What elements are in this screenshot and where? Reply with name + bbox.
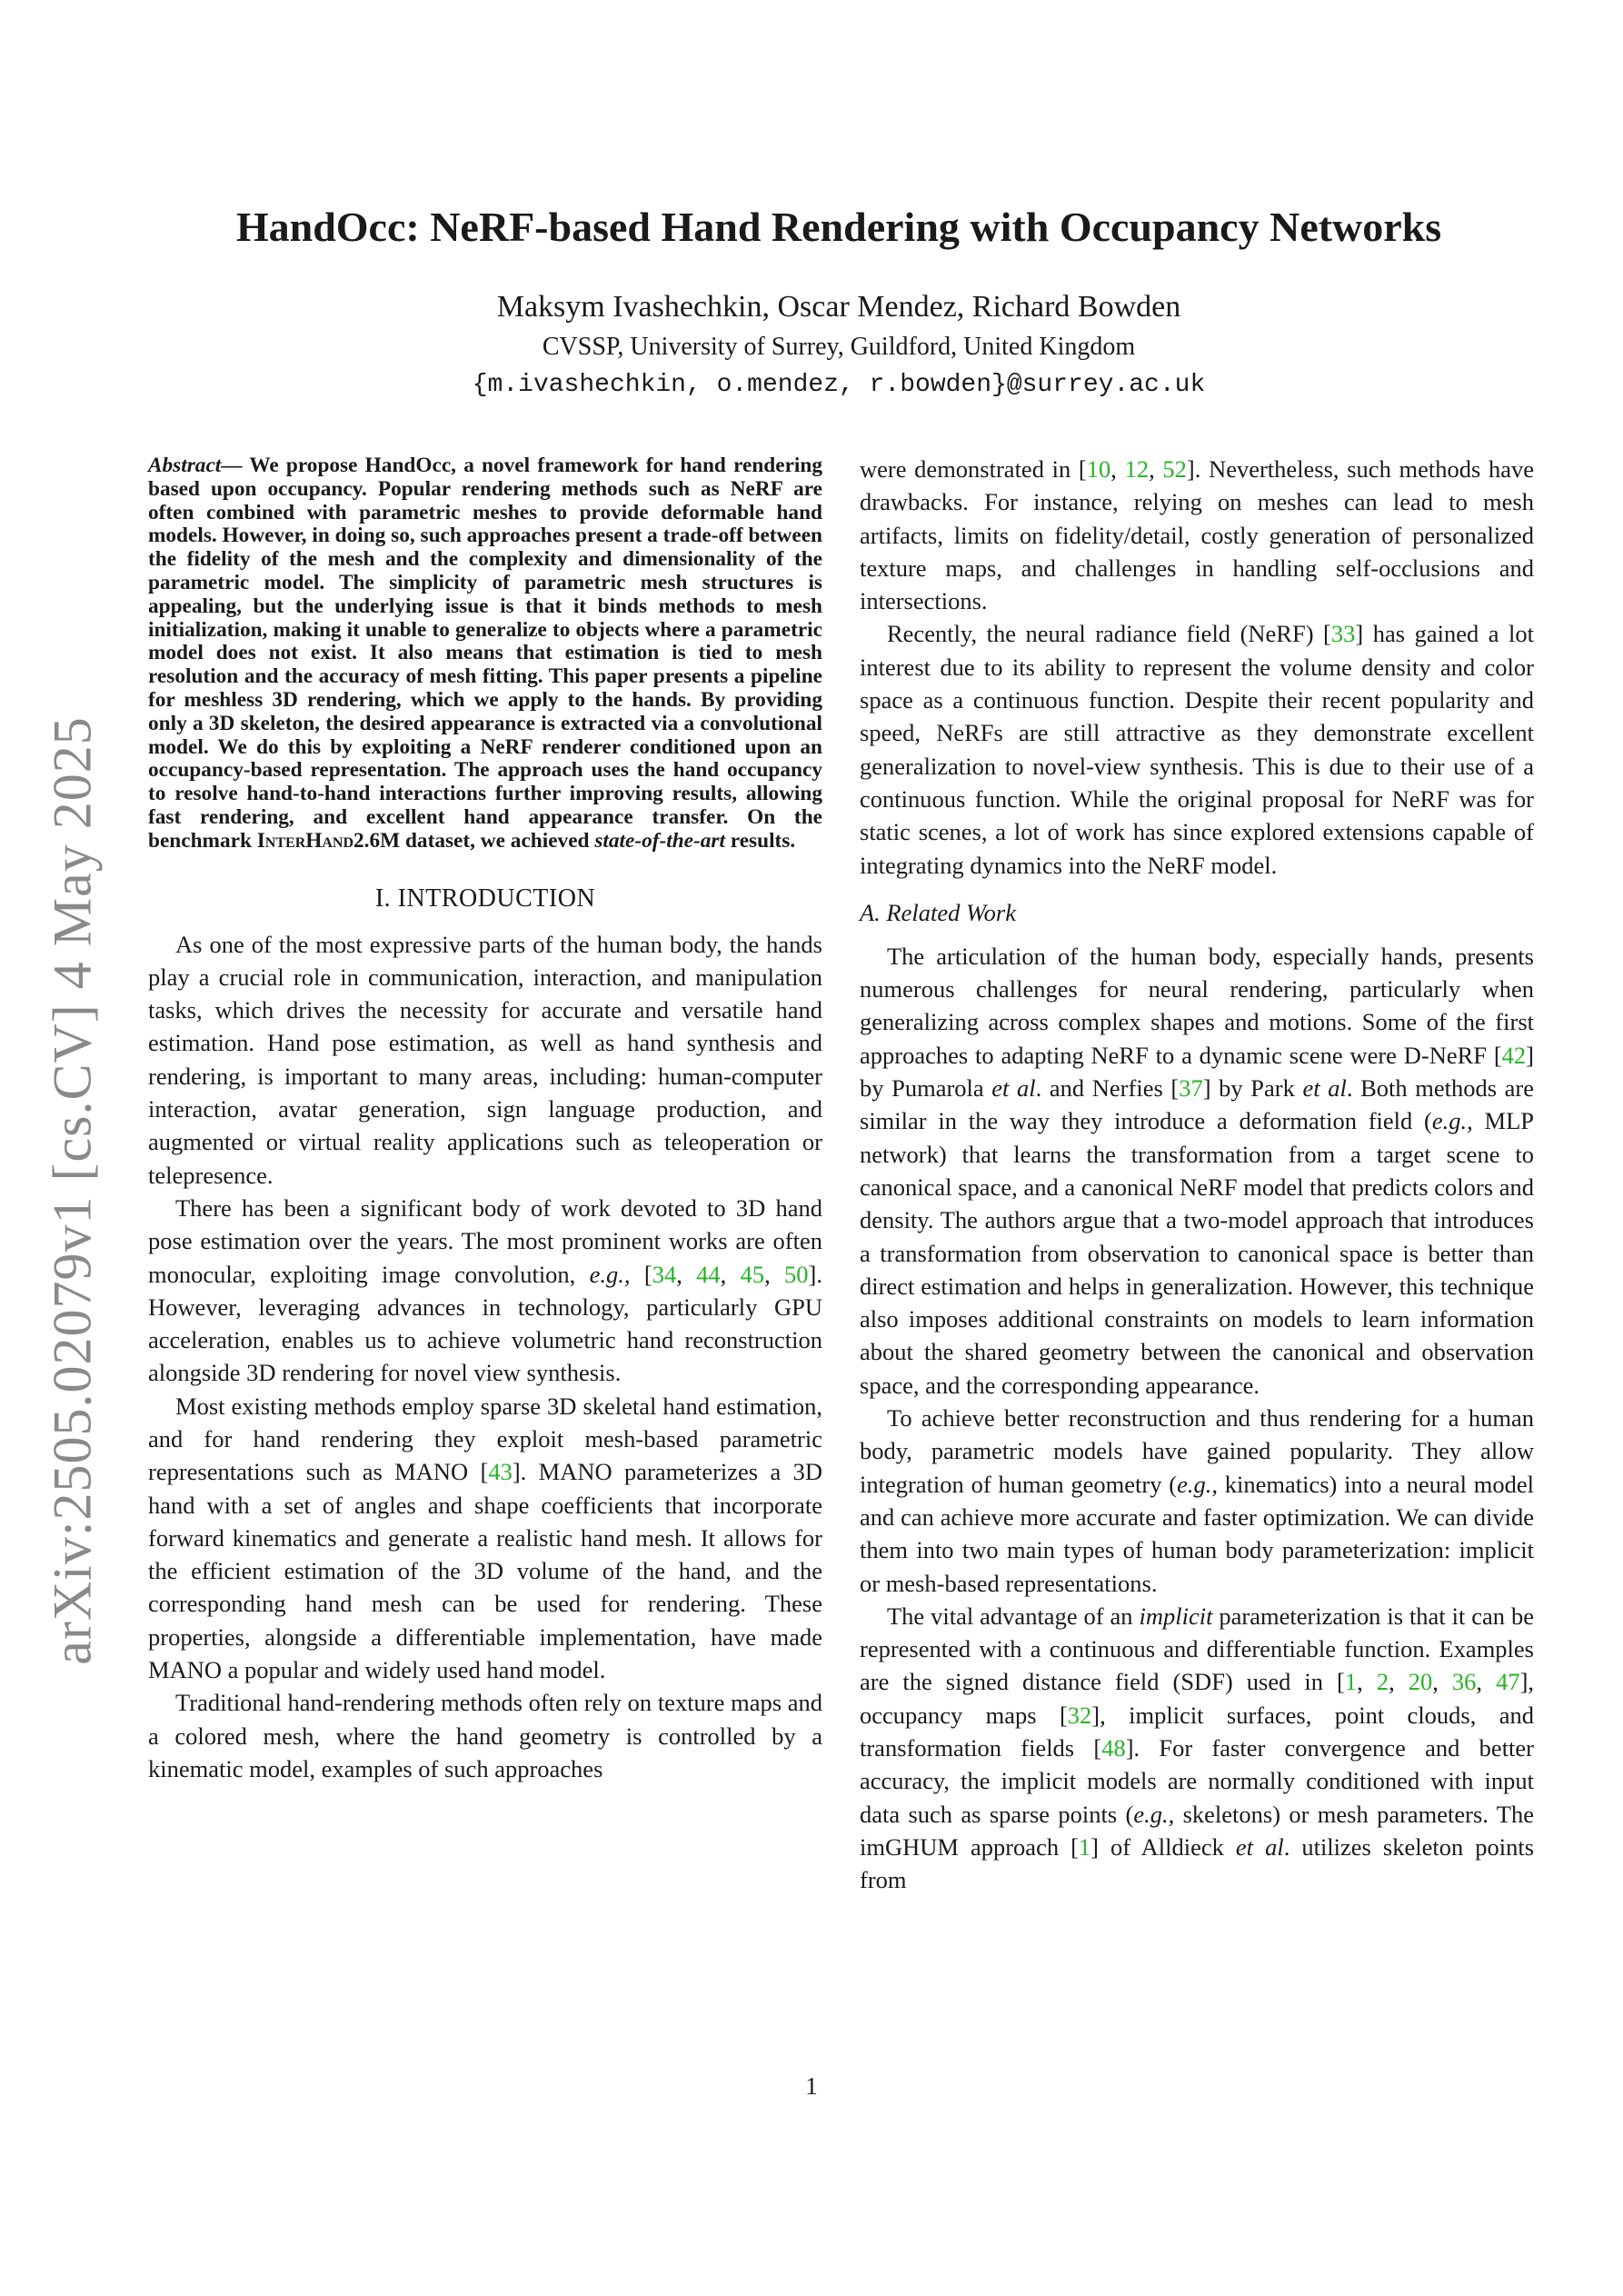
intro-paragraph-3 [148,1390,822,1687]
eg-abbrev: e.g., [589,1260,631,1288]
left-column [148,454,822,1785]
text-run: skeletons) or mesh parameters. The imGHUM approach [ [860,1800,1534,1861]
citation-link[interactable]: 37 [1179,1074,1203,1103]
citation-link[interactable]: 42 [1501,1041,1527,1069]
citation-link[interactable]: 44 [696,1260,721,1288]
dataset-name: InterHand2.6M [256,828,401,853]
citation-link[interactable]: 10 [1086,455,1111,483]
arxiv-side-stamp [0,0,103,2296]
citation-link[interactable]: 34 [652,1260,677,1288]
arxiv-identifier: arXiv:2505.02079v1 [cs.CV] 4 May 2025 [42,716,103,1665]
citation-link[interactable]: 48 [1101,1733,1126,1762]
text-run: ] has gained a lot interest due to its ability to represent the volume density and color space as a continuous function. Despite their recent popularity and speed, NeRFs are still attractive as they demonstrate excellent generalization to novel-view synthesis. This is due to their use of a continuous function. While the original proposal for NeRF was for static scenes, a lot of work has since explored extensions capable of integrating dynamics into the NeRF model. [860,620,1534,879]
intro-paragraph-2: There has been a significant body of work devoted to 3D hand pose estimation over the years. The most prominent works are often monocular, exploiting image convolution, e.g., [34, 44, 45, 50]. However, leveraging advances in technology, particularly GPU acceleration, enables us to achieve volumetric hand reconstruction alongside 3D rendering for novel view synthesis. [148,1193,822,1387]
text-run: kinematics) into a neural model and can achieve more accurate and faster optimization. We can divide them into two main types of human body parameterization: implicit or mesh-based representations. [860,1470,1534,1597]
text-run: . and Nerfies [ [1035,1074,1180,1103]
eg-abbrev: e.g., [1431,1107,1473,1135]
text-run: MLP network) that learns the transformation from a target scene to canonical space, and a canonical NeRF model that predicts colors and density. The authors argue that a two-model approach that introduces a transformation from observation to canonical space is better than direct estimation and helps in generalization. However, this technique also imposes additional constraints on models to learn information about the shared geometry between the canonical and observation space, and the corresponding appearance. [860,1107,1534,1399]
text-run: Recently, the neural radiance field (NeRF) [ [887,620,1331,648]
citation-link[interactable]: 32 [1067,1701,1092,1729]
citation-link[interactable]: 12 [1124,455,1150,483]
text-run: ], implicit surfaces, point clouds, and transformation fields [ [860,1701,1534,1762]
text-run: ] of Alldieck [1090,1832,1236,1861]
intro-paragraph-4: Traditional hand-rendering methods often rely on texture maps and a colored mesh, where the hand geometry is controlled by a kinematic model, examples of such approaches [148,1689,822,1782]
paper-header [145,202,1532,402]
subsection-heading-related-work: A. Related Work [860,898,1016,926]
abstract-dash: — [221,454,250,477]
text-run: . Both methods are similar in the way they introduce a deformation field ( [860,1074,1534,1135]
related-work-paragraph-2 [860,1402,1534,1600]
section-heading-introduction: I. INTRODUCTION [374,883,596,913]
citation-link[interactable]: 50 [784,1260,809,1288]
citation-link[interactable]: 33 [1330,620,1356,648]
right-column [860,453,1534,1896]
abstract-label: Abstract [148,454,222,477]
text-run: The articulation of the human body, especially hands, presents numerous challenges for neural rendering, particularly when generalizing across complex shapes and motions. Some of the first approaches to adapting NeRF to a dynamic scene were D-NeRF [ [860,942,1534,1069]
citation-link[interactable]: 1 [1078,1832,1091,1861]
eg-abbrev: e.g., [1133,1800,1175,1828]
text-run: ] by Park [1202,1074,1303,1103]
text-run: ]. However, leveraging advances in technology, particularly GPU acceleration, enables us to achieve volumetric hand reconstruction alongside 3D rendering for novel view synthesis. [148,1260,822,1387]
citation-link[interactable]: 47 [1496,1668,1520,1696]
text-run: ], occupancy maps [ [860,1668,1535,1729]
et-al-abbrev: et al [991,1074,1036,1103]
text-run: The vital advantage of an [887,1602,1140,1630]
text-run: were demonstrated in [ [860,455,1087,483]
abstract-text-3: results. [724,828,796,853]
intro-paragraph-1: As one of the most expressive parts of the human body, the hands play a crucial role in communication, interaction, and manipulation tasks, which drives the necessity for accurate and versatile hand estimation. Hand pose estimation, as well as hand synthesis and rendering, is important to many areas, including: human-computer interaction, avatar generation, sign language production, and augmented or virtual reality applications such as teleoperation or telepresence. [148,930,822,1189]
abstract-text: We propose HandOcc, a novel framework for hand rendering based upon occupancy. Popular rendering methods such as NeRF are often combined with parametric meshes to provide deformable hand models. However, in doing so, such approaches present a trade-off between the fidelity of the mesh and the complexity and dimensionality of the parametric model. The simplicity of parametric mesh structures is appealing, but the underlying issue is that it binds methods to mesh initialization, making it unable to generalize to objects where a parametric model does not exist. It also means that estimation is tied to mesh resolution and the accuracy of mesh fitting. This paper presents a pipeline for meshless 3D rendering, which we apply to the hands. By providing only a 3D skeleton, the desired appearance is extracted via a convolutional model. We do this by exploiting a NeRF renderer conditioned upon an occupancy-based representation. The approach uses the hand occupancy to resolve hand-to-hand interactions further improving results, allowing fast rendering, and excellent hand appearance transfer. On the benchmark [148,454,822,853]
text-run: ]. MANO parameterizes a 3D hand with a set of angles and shape coefficients that incorporate forward kinematics and generate a realistic hand mesh. It allows for the efficient estimation of the 3D volume of the hand, and the corresponding hand mesh can be used for rendering. These properties, alongside a differentiable implementation, have made MANO a popular and widely used hand model. [148,1458,822,1684]
abstract-emphasis: state-of-the-art [594,828,725,853]
et-al-abbrev: et al [1235,1832,1284,1861]
et-al-abbrev: et al [1302,1074,1347,1103]
emphasis-implicit: implicit [1139,1602,1213,1630]
text-run: Most existing methods employ sparse 3D skeletal hand estimation, and for hand rendering they exploit mesh-based parametric representations such as MANO [ [148,1392,822,1486]
text-run: parameterization is that it can be represented with a continuous and differentiable function. Examples are the signed distance field (SDF) used in [ [860,1602,1534,1696]
related-work-paragraph-1 [860,940,1534,1402]
related-work-paragraph-3: The vital advantage of an implicit parameterization is that it can be represented with a continuous and differentiable function. Examples are the signed distance field (SDF) used in [1, 2, 20, 36, 47], occupancy maps [32], implicit surfaces, point clouds, and transformation fields [48]. For faster convergence and better accuracy, the implicit models are normally conditioned with input data such as sparse points (e.g., skeletons) or mesh parameters. The imGHUM approach [1] of Alldieck et al. utilizes skeleton points from [860,1602,1535,1894]
affiliation: CVSSP, University of Surrey, Guildford, United Kingdom [542,333,1136,361]
author-emails: {m.ivashechkin, o.mendez, r.bowden}@surrey.ac.uk [472,371,1206,399]
citation-link[interactable]: 52 [1162,455,1187,483]
page-number: 1 [805,2072,818,2100]
citation-link[interactable]: 43 [488,1458,513,1486]
author-list: Maksym Ivashechkin, Oscar Mendez, Richard Bowden [496,290,1181,324]
text-run: [ [630,1260,652,1288]
abstract [148,454,822,854]
intro-paragraph-4-continued: were demonstrated in [10, 12, 52]. Nevertheless, such methods have drawbacks. For instance, relying on meshes can lead to mesh artifacts, limits on fidelity/detail, costly generation of personalized texture maps, and challenges in handling self-occlusions and intersections. [860,455,1535,615]
citation-link[interactable]: 20 [1408,1668,1433,1696]
citation-link[interactable]: 45 [740,1260,765,1288]
intro-paragraph-5 [860,617,1534,881]
citation-link[interactable]: 1 [1344,1668,1358,1696]
citation-link[interactable]: 36 [1451,1668,1477,1696]
text-run: ]. Nevertheless, such methods have drawbacks. For instance, relying on meshes can lead to mesh artifacts, limits on fidelity/detail, costly generation of personalized texture maps, and challenges in handling self-occlusions and intersections. [860,455,1535,615]
paper-title: HandOcc: NeRF-based Hand Rendering with Occupancy Networks [235,204,1442,250]
text-run: There has been a significant body of work devoted to 3D hand pose estimation over the years. The most prominent works are often monocular, exploiting image convolution, [148,1193,822,1288]
abstract-text-2: dataset, we achieved [400,828,595,853]
text-run: To achieve better reconstruction and thus rendering for a human body, parametric models have gained popularity. They allow integration of human geometry ( [860,1404,1534,1498]
text-run: ]. For faster convergence and better accuracy, the implicit models are normally conditioned with input data such as sparse points ( [860,1733,1534,1828]
text-run: . utilizes skeleton points from [860,1832,1535,1894]
text-run: ] by Pumarola [860,1041,1534,1103]
citation-link[interactable]: 2 [1376,1668,1389,1696]
eg-abbrev: e.g., [1177,1470,1218,1498]
